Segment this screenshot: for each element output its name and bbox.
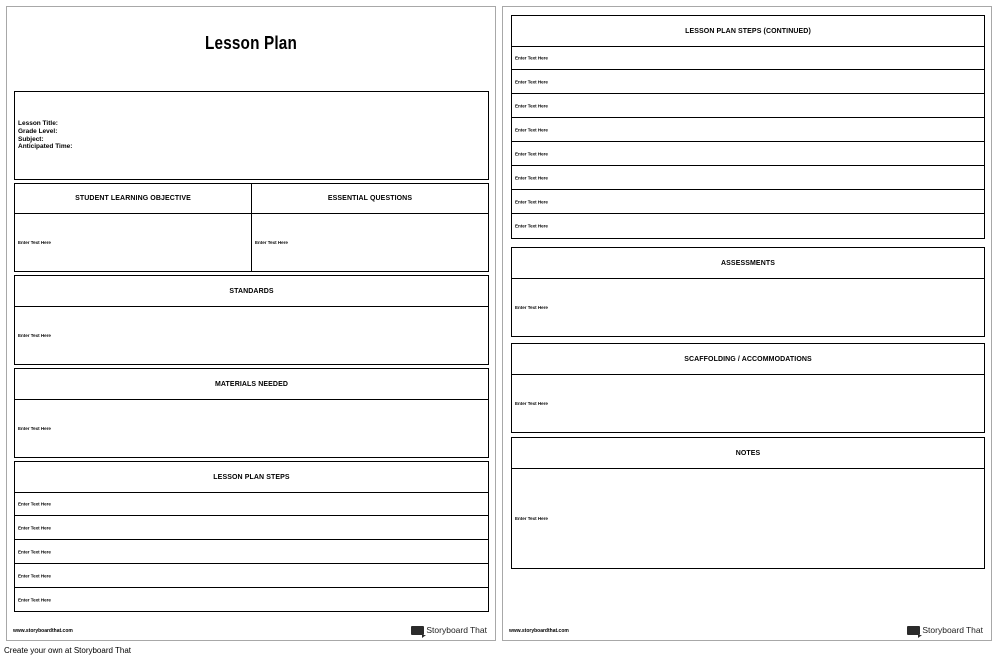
- page-title: Lesson Plan: [204, 33, 297, 53]
- step-row[interactable]: [512, 70, 984, 94]
- steps-continued-box: [511, 15, 985, 239]
- step-text: Enter Text Here: [18, 597, 51, 603]
- questions-body: Enter Text Here: [255, 240, 288, 245]
- step-row[interactable]: [15, 492, 488, 516]
- questions-header: ESSENTIAL QUESTIONS: [252, 184, 488, 214]
- anticipated-time-label: Anticipated Time:: [18, 143, 73, 151]
- standards-header: STANDARDS: [15, 276, 488, 307]
- step-text: Enter Text Here: [18, 501, 51, 506]
- step-row[interactable]: [15, 564, 488, 588]
- storyboardthat-logo[interactable]: [907, 625, 983, 635]
- right-page: [502, 6, 992, 641]
- step-text: Enter Text Here: [18, 549, 51, 554]
- step-row[interactable]: [512, 142, 984, 166]
- step-text: Enter Text Here: [515, 127, 548, 132]
- step-text: Enter Text Here: [515, 151, 548, 156]
- step-row[interactable]: [512, 94, 984, 118]
- scaffolding-box[interactable]: [511, 343, 985, 433]
- storyboardthat-logo[interactable]: [411, 625, 487, 635]
- step-text: Enter Text Here: [515, 79, 548, 84]
- create-your-own-caption[interactable]: Create your own at Storyboard That: [4, 646, 132, 655]
- footer-url[interactable]: www.storyboardthat.com: [509, 628, 569, 634]
- steps-box: [14, 461, 489, 612]
- materials-body: Enter Text Here: [18, 426, 51, 431]
- assessments-header: ASSESSMENTS: [512, 248, 984, 279]
- subject-label: Subject:: [18, 135, 44, 143]
- step-row[interactable]: [15, 540, 488, 564]
- step-row[interactable]: [512, 190, 984, 214]
- logo-text-thin: That: [965, 625, 983, 635]
- standards-box[interactable]: [14, 275, 489, 365]
- steps-header: LESSON PLAN STEPS: [15, 462, 488, 493]
- objective-body: Enter Text Here: [18, 240, 51, 245]
- logo-text-bold: Storyboard: [922, 625, 964, 635]
- footer-url[interactable]: www.storyboardthat.com: [13, 628, 73, 634]
- assessments-body: Enter Text Here: [515, 305, 548, 310]
- step-text: Enter Text Here: [515, 223, 548, 229]
- scaffolding-header: SCAFFOLDING / ACCOMMODATIONS: [512, 344, 984, 375]
- steps-continued-header: LESSON PLAN STEPS (CONTINUED): [512, 16, 984, 47]
- logo-text-thin: That: [469, 625, 487, 635]
- step-row[interactable]: [15, 516, 488, 540]
- standards-body: Enter Text Here: [18, 333, 51, 338]
- speech-bubble-icon: [411, 626, 424, 635]
- objective-header: STUDENT LEARNING OBJECTIVE: [15, 184, 251, 214]
- step-text: Enter Text Here: [18, 525, 51, 530]
- step-row[interactable]: [512, 118, 984, 142]
- step-row[interactable]: [512, 214, 984, 238]
- materials-header: MATERIALS NEEDED: [15, 369, 488, 400]
- notes-body: Enter Text Here: [515, 516, 548, 521]
- left-page: [6, 6, 496, 641]
- speech-bubble-icon: [907, 626, 920, 635]
- notes-header: NOTES: [512, 438, 984, 469]
- assessments-box[interactable]: [511, 247, 985, 337]
- step-text: Enter Text Here: [18, 573, 51, 578]
- notes-box[interactable]: [511, 437, 985, 569]
- grade-level-label: Grade Level:: [18, 127, 58, 135]
- step-text: Enter Text Here: [515, 199, 548, 204]
- questions-box[interactable]: [251, 183, 489, 272]
- scaffolding-body: Enter Text Here: [515, 401, 548, 406]
- materials-box[interactable]: [14, 368, 489, 458]
- objective-box[interactable]: [14, 183, 252, 272]
- step-row[interactable]: [512, 46, 984, 70]
- step-text: Enter Text Here: [515, 175, 548, 180]
- step-row[interactable]: [512, 166, 984, 190]
- step-text: Enter Text Here: [515, 103, 548, 108]
- lesson-info-text: [18, 120, 72, 151]
- logo-text-bold: Storyboard: [426, 625, 468, 635]
- lesson-title-label: Lesson Title:: [18, 120, 58, 127]
- lesson-info-box[interactable]: [14, 91, 489, 180]
- step-text: Enter Text Here: [515, 55, 548, 60]
- step-row[interactable]: [15, 588, 488, 612]
